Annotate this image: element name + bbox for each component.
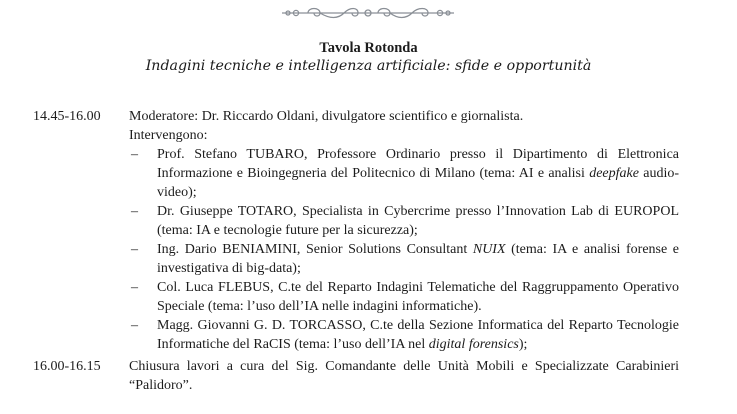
- speaker-text-end: (tema: IA e analisi forense e investigativa di big-data);: [157, 242, 679, 276]
- dash-bullet: –: [131, 204, 138, 219]
- document-title: Tavola Rotonda: [319, 40, 418, 56]
- dash-bullet: –: [131, 242, 138, 257]
- dash-bullet: –: [131, 280, 138, 295]
- document-subtitle: Indagini tecniche e intelligenza artificiale: sfide e opportunità: [145, 58, 592, 74]
- speaker-emphasis: NUIX: [472, 242, 506, 257]
- speaker-emphasis: digital forensics: [428, 337, 519, 352]
- speaker-item: [129, 278, 679, 316]
- schedule-block-closing: [33, 357, 679, 395]
- speaker-item: [129, 316, 679, 354]
- moderator-line: Moderatore: Dr. Riccardo Oldani, divulgatore scientifico e giornalista.: [129, 109, 524, 124]
- speaker-text: Col. Luca FLEBUS, C.te del Reparto Indagini Telematiche del Raggruppamento Operativo Speciale (tema: l’uso dell’IA nelle indagini informatiche).: [157, 280, 679, 314]
- speaker-item: [129, 145, 679, 202]
- speaker-text-end: );: [518, 337, 528, 352]
- speaker-item: [129, 202, 679, 240]
- speaker-text: Magg. Giovanni G. D. TORCASSO, C.te della Sezione Informatica del Reparto Tecnologie Informatiche del RaCIS (tema: l’uso dell’IA nel: [157, 318, 679, 352]
- time-slot: 14.45-16.00: [33, 109, 101, 124]
- dash-bullet: –: [131, 318, 138, 333]
- speaker-item: [129, 240, 679, 278]
- speakers-intro: Intervengono:: [129, 128, 208, 143]
- speaker-text: Dr. Giuseppe TOTARO, Specialista in Cybercrime presso l’Innovation Lab di EUROPOL (tema: IA e tecnologie future per la sicurezza);: [157, 204, 679, 238]
- speaker-text-end: audio-video);: [157, 166, 680, 200]
- time-slot: 16.00-16.15: [33, 359, 101, 374]
- speaker-text: Ing. Dario BENIAMINI, Senior Solutions Consultant: [157, 242, 473, 257]
- speaker-text: Prof. Stefano TUBARO, Professore Ordinario presso il Dipartimento di Elettronica Informazione e Bioingegneria del Politecnico di Milano (tema: AI e analisi: [157, 147, 679, 181]
- flourish-divider-icon: [278, 5, 458, 21]
- speaker-emphasis: deepfake: [589, 166, 639, 181]
- closing-text: Chiusura lavori a cura del Sig. Comandante delle Unità Mobili e Specializzate Carabinieri “Palidoro”.: [129, 359, 679, 393]
- dash-bullet: –: [131, 147, 138, 162]
- schedule-block-roundtable: [33, 107, 679, 354]
